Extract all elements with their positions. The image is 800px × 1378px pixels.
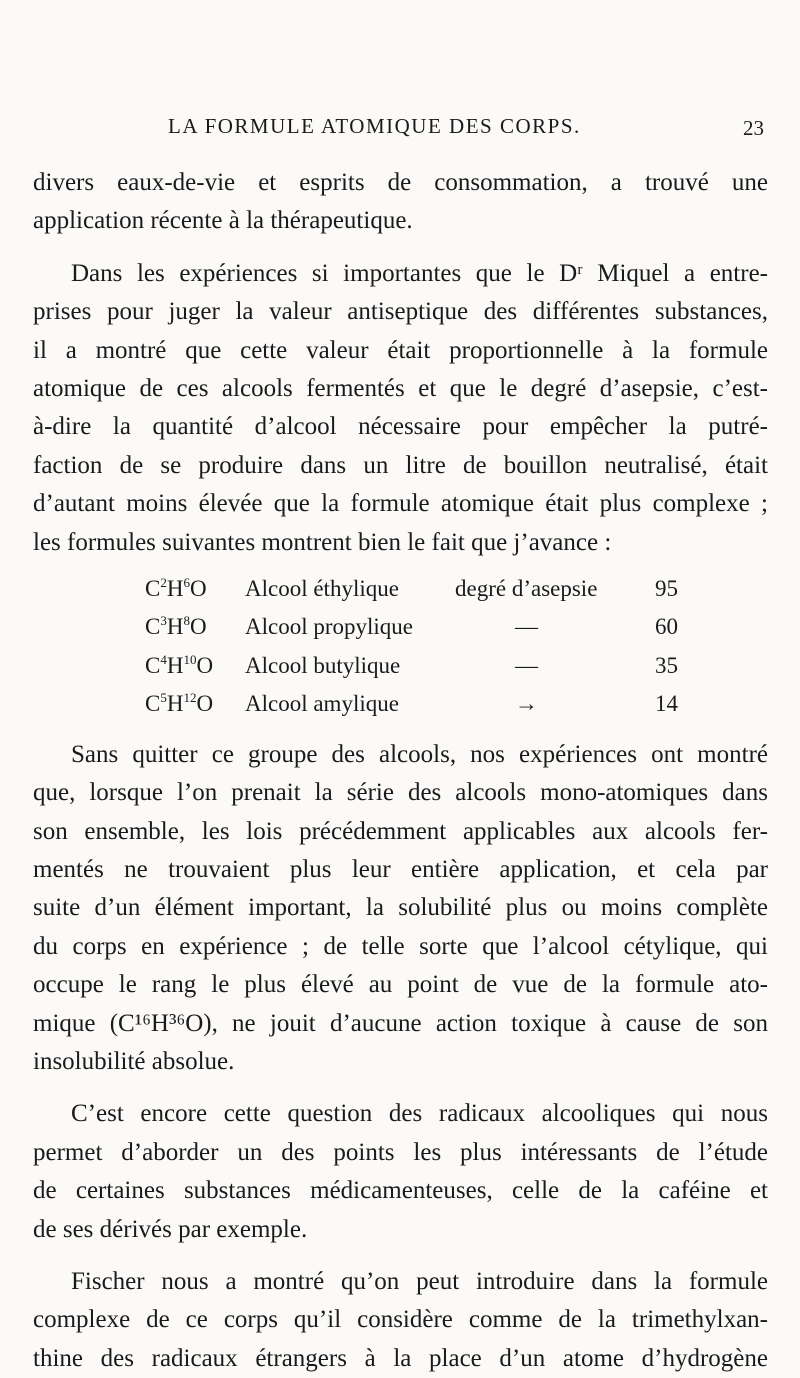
text-line: insolubilité absolue. — [33, 1047, 235, 1075]
text-line: Fischer nous a montré qu’on peut introduire dans la formule — [71, 1267, 768, 1295]
running-title: LA FORMULE ATOMIQUE DES CORPS. — [168, 114, 581, 138]
text-line: à-dire la quantité d’alcool nécessaire pour empêcher la putré- — [33, 413, 768, 441]
paragraph-4 — [33, 1095, 768, 1249]
page-number: 23 — [743, 116, 764, 140]
degree-value-cell: 60 — [655, 614, 678, 640]
formula-cell: $C^5H^{12}O$ — [145, 690, 214, 717]
text-line: atomique de ces alcools fermentés et que le degré d’asepsie, c’est- — [33, 375, 768, 403]
text-line: occupe le rang le plus élevé au point de vue de la formule ato- — [33, 971, 768, 999]
text-line: divers eaux-de-vie et esprits de consommation, a trouvé une — [33, 169, 768, 196]
paragraph-2 — [33, 255, 768, 562]
text-line: faction de se produire dans un litre de bouillon neutralisé, était — [33, 451, 768, 479]
degree-label-cell: — — [515, 614, 538, 640]
alcohol-name-cell: Alcool amylique — [245, 691, 399, 717]
text-line: d’autant moins élevée que la formule atomique était plus complexe ; — [33, 490, 768, 518]
formula-cell: $C^3H^8O$ — [145, 613, 207, 640]
text-line: complexe de ce corps qu’il considère comme de la trimethylxan- — [33, 1306, 768, 1334]
alcohol-name-cell: Alcool butylique — [245, 652, 401, 678]
table-row — [145, 570, 715, 608]
text-line: son ensemble, les lois précédemment applicables aux alcools fer- — [33, 817, 768, 845]
degree-label-cell: degré d’asepsie — [455, 576, 598, 602]
paragraph-5 — [33, 1263, 768, 1378]
text-line: de certaines substances médicamenteuses, celle de la caféine et — [33, 1177, 768, 1205]
text-line: permet d’aborder un des points les plus intéressants de l’étude — [33, 1138, 768, 1166]
text-line: de ses dérivés par exemple. — [33, 1215, 308, 1243]
alcohol-name-cell: Alcool éthylique — [245, 576, 399, 602]
alcohol-formula-table — [145, 570, 715, 724]
text-line: du corps en expérience ; de telle sorte que l’alcool cétylique, qui — [33, 932, 768, 960]
table-row — [145, 608, 715, 646]
paragraph-3 — [33, 736, 768, 1082]
text-line: il a montré que cette valeur était proportionnelle à la formule — [33, 336, 768, 364]
text-line: Sans quitter ce groupe des alcools, nos expériences ont montré — [71, 740, 768, 768]
degree-value-cell: 35 — [655, 652, 678, 678]
formula-cell: $C^2H^6O$ — [145, 575, 207, 602]
text-line: thine des radicaux étrangers à la place d’un atome d’hydrogène — [33, 1344, 768, 1372]
text-line: C’est encore cette question des radicaux alcooliques qui nous — [71, 1100, 768, 1128]
text-line: mentés ne trouvaient plus leur entière application, et cela par — [33, 855, 768, 883]
text-line: prises pour juger la valeur antiseptique des différentes substances, — [33, 298, 768, 326]
degree-value-cell: 14 — [655, 691, 678, 717]
text-line: mique (C¹⁶H³⁶O), ne jouit d’aucune action toxique à cause de son — [33, 1009, 768, 1037]
paragraph-1 — [33, 164, 768, 241]
text-line: application récente à la thérapeutique. — [33, 207, 413, 235]
page-body — [33, 164, 768, 1378]
degree-label-cell: → — [515, 691, 538, 717]
text-line: les formules suivantes montrent bien le fait que j’avance : — [33, 528, 612, 556]
text-line: que, lorsque l’on prenait la série des alcools mono-atomiques dans — [33, 779, 768, 807]
degree-label-cell: — — [515, 652, 538, 678]
table-row — [145, 647, 715, 685]
text-line: suite d’un élément important, la solubilité plus ou moins complète — [33, 894, 768, 922]
text-line: Dans les expériences si importantes que le Dʳ Miquel a entre- — [71, 259, 768, 287]
table-row — [145, 685, 715, 723]
alcohol-name-cell: Alcool propylique — [245, 614, 413, 640]
formula-cell: $C^4H^{10}O$ — [145, 651, 214, 678]
degree-value-cell: 95 — [655, 576, 678, 602]
page-header — [0, 114, 800, 144]
